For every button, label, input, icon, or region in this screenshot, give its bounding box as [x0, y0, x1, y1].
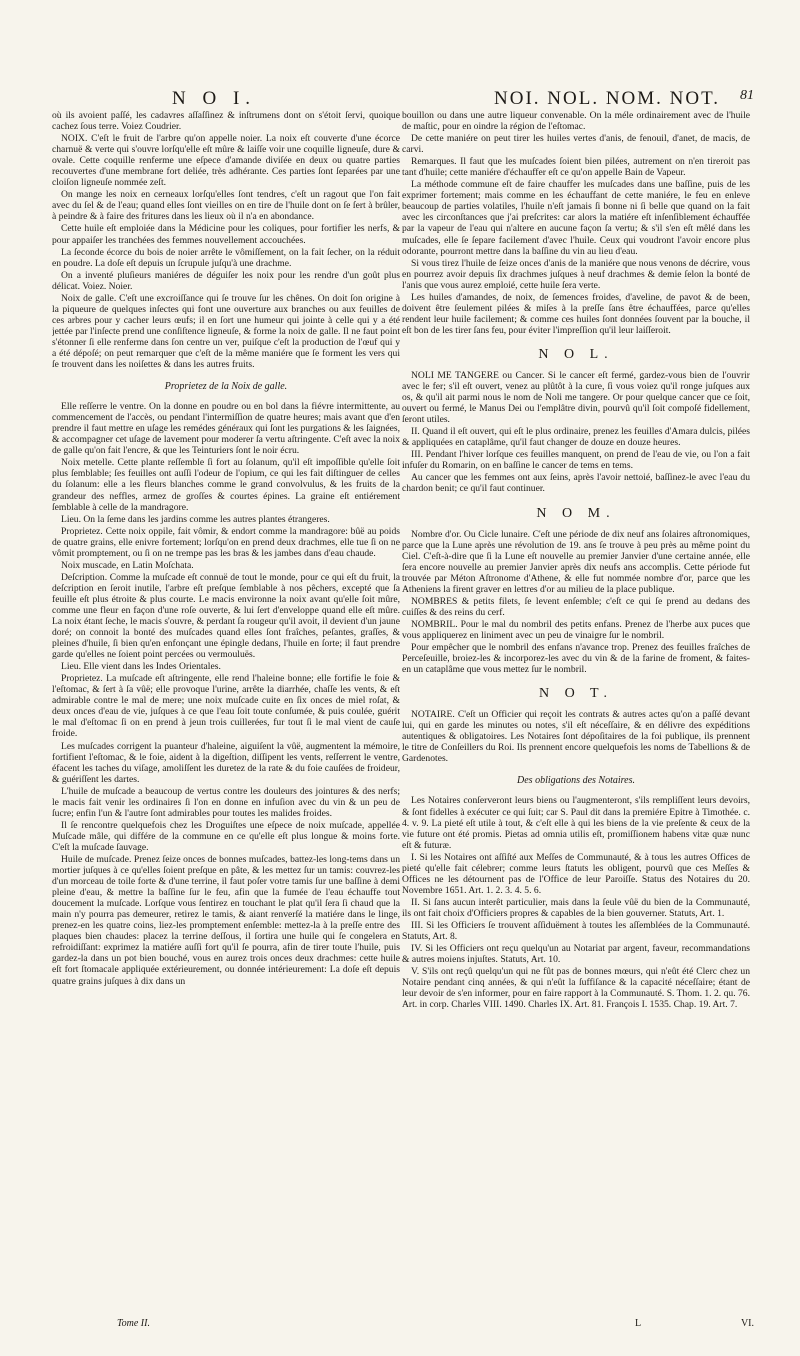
- paragraph: V. S'ils ont reçû quelqu'un qui ne fût pas de bonnes mœurs, qui n'eût été Clerc chez un Notaire pendant cinq années, & qui n'eût la ſuffiſance & la capacité néceſſaire; étant de leur devoir de s'en informer, pour en faire rapport à la Communauté. S. Thom. 1. 2. qu. 76. Art. in corp. Charles VIII. 1490. Charles IX. Art. 81. François I. 1535. Chap. 19. Art. 7.: [402, 966, 750, 1011]
- entry-noix-metelle: Noix metelle. Cette plante reſſemble ſi fort au ſolanum, qu'il eſt impoſſible qu'elle ſoit plus ſemblable; ſes feuilles ont auſſi l'odeur de l'opium, ce qui les fait diſtinguer de celles du ſolanum: elle a les fleurs blanches comme le grand convolvulus, & les fruits de la grandeur des neffles, armez de groſſes & courtes épines. La graine eſt entiérement ſemblable à celle de la mandragore.: [52, 457, 400, 513]
- right-column: [402, 110, 750, 1335]
- paragraph: La méthode commune eſt de faire chauffer les muſcades dans une baſſine, puis de les exprimer fortement; mais comme en les échauffant de cette maniére, le feu en enleve beaucoup de parties volatiles, l'huile n'eſt jamais ſi bonne ni ſi belle que quand on la fait avec les circonſtances que j'ai preſcrites: car alors la matiére eſt inſenſiblement échauffée par la vapeur de l'eau qui n'altere en aucune façon ſa vertu; & s'il s'en eſt mêlé dans les muſcades, elle ſe ſepare facilement d'avec l'huile. Ceux qui voudront l'avoir encore plus odorante, pourront mettre dans la baſſine du vin au lieu d'eau.: [402, 179, 750, 257]
- paragraph: On mange les noix en cerneaux lorſqu'elles ſont tendres, c'eſt un ragout que l'on fait avec du ſel & de l'eau; quand elles ſont vieilles on en tire de l'huile dont on ſe ſert à brûler, à peindre & à faire des fritures dans les lieux où il n'a en abondance.: [52, 189, 400, 223]
- paragraph: IV. Si les Officiers ont reçu quelqu'un au Notariat par argent, faveur, recommandations & autres moiens injuſtes. Statuts, Art. 10.: [402, 943, 750, 966]
- entry-noli-me-tangere: NOLI ME TANGERE ou Cancer. Si le cancer eſt fermé, gardez-vous bien de l'ouvrir avec le fer; s'il eſt ouvert, venez au plûtôt à la cure, ſi vous voiez qu'il ronge juſques aux os, & qu'il ait parmi nous le nom de Noli me tangere. Or pour quelque cancer que ce ſoit, ouvert ou fermé, le Manus Dei ou l'emplâtre divin, pourvû qu'il ſoit compoſé fidellement, ſeront utiles.: [402, 369, 750, 426]
- paragraph: Elle reſſerre le ventre. On la donne en poudre ou en bol dans la fiévre intermittente, au commencement de l'accès, ou pendant l'intermiſſion de quatre heures; mais avant que d'en prendre il faut mettre en uſage les remédes généraux qui ſont les purgations & les ſaignées, & accompagner cet uſage de lavement pour moderer ſa vertu aſtringente. C'eſt avec la noix de galle qu'on fait l'encre, & que les Teinturiers ſont le noir écru.: [52, 401, 400, 457]
- subheading: Des obligations des Notaires.: [517, 775, 635, 787]
- entry-noix-de-galle: Noix de galle. C'eſt une excroiſſance qui ſe trouve ſur les chênes. On doit ſon origine à la piqueure de quelques inſectes qui font une ouverture aux branches ou aux feuilles de ces arbres pour y cacher leurs œufs; il en ſort une humeur qui jointe à celle qui y a été jettée par l'inſecte prend une conſiſtence ligneuſe, & forme la noix de galle. Il ne faut point s'étonner ſi elle renferme dans ſon centre un ver, puiſque c'eſt la production de l'œuf qui y a été dépoſé; on peut remarquer que c'eſt de la même maniére que ſe forment les vers qui ſe trouvent dans les noiſettes & dans les autres fruits.: [52, 292, 400, 371]
- paragraph: Huile de muſcade. Prenez ſeize onces de bonnes muſcades, battez-les long-tems dans un mortier juſques à ce qu'elles ſoient preſque en pâte, & les mettez ſur un tamis: couvrez-les d'un morceau de toile forte & d'une terrine, il faut poſer votre tamis ſur une baſſine à demi pleine d'eau, & mettre la baſſine ſur le feu, afin que la fumée de l'eau échauffe tout doucement la muſcade. Lorſque vous ſentirez en touchant le plat qu'il ſera ſi chaud que la main n'y pourra pas demeurer, retirez le tamis, & aiant renverſé la matiére dans le linge, prenez-en les quatre coins, liez-les promptement enſemble: mettez-la à la preſſe entre des plaques bien chaudes: placez la terrine deſſous, il ſortira une huile qui ſe congelera en refroidiſſant: exprimez la matiére auſſi fort qu'il ſe pourra, afin de tirer toute l'huile, puis gardez-la dans un pot bien bouché, vous en aurez trois onces deux drachmes: cette huile eſt fort ſtomacale appliquée extérieurement, ou donnée intérieurement: La doſe eſt depuis quatre grains juſques à dix dans un: [52, 854, 400, 987]
- running-head: [52, 88, 760, 110]
- section-heading-nom: N O M.: [536, 505, 616, 521]
- paragraph: Proprietez. La muſcade eſt aſtringente, elle rend l'haleine bonne; elle fortifie le foie & l'eſtomac, & ſert à ſa vûë; elle provoque l'urine, arrête la diarrhée, chaſſe les vents, & eſt admirable contre le mal de mere; une noix muſcade cuite en ſix onces de miel roſat, & deux onces d'eau de vie, juſques à ce que l'eau ſoit toute conſumée, & puis coulée, guérit le mal d'eſtomac ſi on en prend à jeun trois cuillerées, fur tout ſi le mal vient de cauſe froide.: [52, 673, 400, 740]
- volume-label: Tome II.: [117, 1318, 150, 1329]
- paragraph: La ſeconde écorce du bois de noier arrête le vômiſſement, on la fait ſecher, on la réduit en poudre. La doſe eſt depuis un ſcrupule juſqu'à une drachme.: [52, 246, 400, 269]
- entry-noix-muscade: Noix muscade, en Latin Moſchata.: [61, 559, 194, 571]
- paragraph: Lieu. Elle vient dans les Indes Orientales.: [61, 661, 221, 673]
- section-heading-not: N O T.: [539, 686, 613, 702]
- entry-nombril: NOMBRIL. Pour le mal du nombril des petits enfans. Prenez de l'herbe aux puces que vous appliquerez en liniment avec un peu de vinaigre ſur le nombril.: [402, 618, 750, 641]
- running-head-left: N O I.: [172, 88, 257, 109]
- paragraph: Proprietez. Cette noix oppile, fait vômir, & endort comme la mandragore: bûë au poids de quatre grains, elle enivre fortement; lorſqu'on en prend deux drachmes, elle tue ſi on ne vômit promptement, ou ſi on ne trempe pas les bras & les jambes dans d'eau chaude.: [52, 525, 400, 559]
- left-column: [52, 110, 400, 1335]
- section-heading-nol: N O L.: [538, 346, 614, 362]
- paragraph: III. Pendant l'hiver lorſque ces feuilles manquent, on prend de l'eau de vie, ou l'on a fait infuſer du Romarin, on en baſſine le cancer de tems en tems.: [402, 449, 750, 472]
- signature-mark: L: [635, 1318, 642, 1329]
- paragraph: Si vous tirez l'huile de ſeize onces d'anis de la maniére que nous venons de décrire, vous en pourrez avoir depuis ſix drachmes juſques à neuf drachmes & demie ſelon la bonté de l'anis que vous aurez emploié, cette huile ſera verte.: [402, 257, 750, 291]
- entry-noix: NOIX. C'eſt le fruit de l'arbre qu'on appelle noier. La noix eſt couverte d'une écorce charnuë & verte qui s'ouvre lorſqu'elle eſt mûre & laiſſe voir une coquille ligneuſe, dure & ovale. Cette coquille renferme une eſpece d'amande diviſée en deux ou quatre parties recouvertes d'une membrane fort deliée, très adhérante. Ces parties ſont ſeparées par une cloiſon ligneuſe nommée zeſt.: [52, 133, 400, 189]
- paragraph: II. Quand il eſt ouvert, qui eſt le plus ordinaire, prenez les feuilles d'Amara dulcis, pilées & appliquées en cataplâme, qu'il faut changer de douze en douze heures.: [402, 426, 750, 449]
- paragraph: Les Notaires conſerveront leurs biens ou l'augmenteront, s'ils rempliſſent leurs devoirs, & ſont fidelles à exécuter ce qui ſuit; car S. Paul dit dans la premiére Epitre à Timothée. c. 4. v. 9. La pieté eſt utile à tout, & c'eſt elle à qui les biens de la vie preſente & ceux de la vie future ont été promis. Pietas ad omnia utilis eſt, promiſſionem habens vitæ quæ nunc eſt & futuræ.: [402, 795, 750, 851]
- paragraph: Les muſcades corrigent la puanteur d'haleine, aiguiſent la vûë, augmentent la mémoire, fortifient l'eſtomac, & le foie, aident à la digeſtion, diſſipent les vents, reſſerrent le ventre, éfacent les taches du viſage, amoliſſent les duretez de la rate & du foie cauſées de froideur, & guériſſent les dartes.: [52, 740, 400, 785]
- paragraph: De cette maniére on peut tirer les huiles vertes d'anis, de fenouil, d'anet, de macis, de carvi.: [402, 133, 750, 156]
- running-head-right: NOI. NOL. NOM. NOT.: [494, 88, 721, 109]
- entry-notaire: NOTAIRE. C'eſt un Officier qui reçoit les contrats & autres actes qu'on a paſſé devant lui, qui en garde les minutes ou notes, s'il eſt néceſſaire, & en délivre des expéditions autentiques & obligatoires. Les Notaires ſont dépoſitaires de la foi publique, ils prennent le titre de Conſeillers du Roi. Ils prennent encore quelquefois les noms de Tabellions & de Gardenotes.: [402, 709, 750, 765]
- catchword: VI.: [740, 1318, 754, 1329]
- paragraph: où ils avoient paſſé, les cadavres aſſaſſinez & inſtrumens dont on s'étoit ſervi, quoique cachez ſous terre. Voiez Coudrier.: [52, 110, 400, 133]
- paragraph: II. Si ſans aucun interêt particulier, mais dans la ſeule vûë du bien de la Communauté, ils ont fait choix d'Officiers propres & capables de la bien gouverner. Statuts, Art. 1.: [402, 896, 750, 919]
- subheading: Proprietez de la Noix de galle.: [164, 381, 288, 393]
- paragraph: III. Si les Officiers ſe trouvent aſſiduëment à toutes les aſſemblées de la Communauté. Statuts, Art. 8.: [402, 920, 750, 943]
- paragraph: L'huile de muſcade a beaucoup de vertus contre les douleurs des jointures & des nerfs; le macis fait venir les ordinaires ſi l'on en donne en infuſion avec du vin & un peu de ſucre; enfin l'un & l'autre ſont admirables pour toutes les malides froides.: [52, 785, 400, 819]
- paragraph: On a inventé pluſieurs maniéres de déguiſer les noix pour les rendre d'un goût plus délicat. Voiez. Noier.: [52, 269, 400, 292]
- entry-nombres: NOMBRES & petits filets, ſe levent enſemble; c'eſt ce qui ſe prend au dedans des cuiſſes & des reins du cerf.: [402, 595, 750, 618]
- paragraph: Les huiles d'amandes, de noix, de ſemences froides, d'aveline, de pavot & de been, doivent être ſeulement pilées & miſes à la preſſe ſans être échauffées, parce qu'elles rendent leur huile facilement; & comme ces huiles ſont données ſouvent par la bouche, il eſt bon de les tirer ſans feu, pour éviter l'impreſſion qu'il leur laiſſeroit.: [402, 291, 750, 336]
- paragraph: Pour empêcher que le nombril des enfans n'avance trop. Prenez des feuilles fraîches de Perceſeuille, broiez-les & incorporez-les avec du vin & de la farine de froment, & faites-en un cataplâme que vous mettez ſur le nombril.: [402, 642, 750, 676]
- entry-nombre-d-or: Nombre d'or. Ou Cicle lunaire. C'eſt une période de dix neuf ans ſolaires aſtronomiques, parce que la Lune après une révolution de 19. ans ſe trouve à peu près au même point du Ciel. C'eſt-à-dire que ſi la Lune eſt nouvelle au premier Janvier d'une certaine année, elle ſera encore nouvelle au premier Janvier après dix neufs ans accomplis. Cette période fut trouvée par Méton Aſtronome d'Athene, & elle fut nommée nombre d'or, parce que les Atheniens la firent graver en lettres d'or au milieu de la place publique.: [402, 528, 750, 595]
- page-number: 81: [740, 88, 754, 103]
- paragraph: I. Si les Notaires ont aſſiſté aux Meſſes de Communauté, & à tous les autres Offices de pieté qu'elle fait célebrer; comme leurs ſtatuts les obligent, pourvû que ces Meſſes & Offices ne les détournent pas de l'Office de leur Paroiſſe. Status des Notaires du 20. Novembre 1651. Art. 1. 2. 3. 4. 5. 6.: [402, 851, 750, 896]
- page-footer: [52, 1318, 760, 1334]
- paragraph: Deſcription. Comme la muſcade eſt connuë de tout le monde, pour ce qui eſt du fruit, la deſcription en ſeroit inutile, l'arbre eſt preſque ſemblable à nos pêchers, excepté que ſa feuille eſt plus étroite & plus courte. Le macis environne la noix avant qu'elle ſoit mûre, comme une fleur en façon d'une roſe ouverte, & lui ſert d'enveloppe quand elle eſt mûre. La noix étant ſeche, le macis s'ouvre, & perdant ſa rougeur qu'il avoit, il devient d'un jaune doré; on connoit la bonté des muſcades quand elles ſont fraîches, peſantes, graſſes, & pleines d'huile, ſi bien qu'en enfonçant une épingle dedans, l'huile en ſorte; il faut prendre garde qu'elles ne ſoient point percées ou vermouluës.: [52, 571, 400, 661]
- paragraph: Au cancer que les femmes ont aux ſeins, après l'avoir nettoié, baſſinez-le avec l'eau du chardon benit; ce qu'il faut continuer.: [402, 472, 750, 495]
- paragraph: Il ſe rencontre quelquefois chez les Droguiſtes une eſpece de noix muſcade, appellée Muſcade mâle, qui différe de la commune en ce qu'elle eſt plus longue & moins forte. C'eſt la muſcade ſauvage.: [52, 819, 400, 853]
- paragraph: Remarques. Il faut que les muſcades ſoient bien pilées, autrement on n'en tireroit pas tant d'huile; cette maniére d'échauffer eſt ce qu'on appelle Bain de Vapeur.: [402, 156, 750, 179]
- paragraph: bouillon ou dans une autre liqueur convenable. On la méle ordinairement avec de l'huile de maſtic, pour en oindre la région de l'eſtomac.: [402, 110, 750, 133]
- paragraph: Lieu. On la ſeme dans les jardins comme les autres plantes étrangeres.: [61, 513, 330, 525]
- paragraph: Cette huile eſt emploiée dans la Médicine pour les coliques, pour fortifier les nerfs, & pour appaiſer les tranchées des femmes nouvellement accouchées.: [52, 223, 400, 246]
